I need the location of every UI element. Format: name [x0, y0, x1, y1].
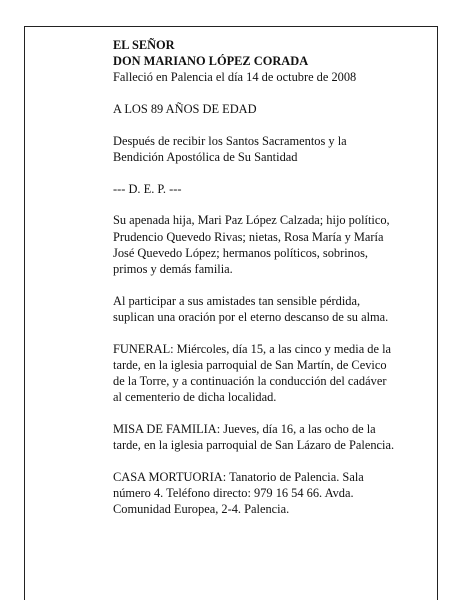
- funeral-line: FUNERAL: Miércoles, día 15, a las cinco y media de la: [113, 341, 392, 356]
- sacraments-line: Bendición Apostólica de Su Santidad: [113, 150, 298, 165]
- deceased-header: [113, 37, 433, 86]
- funeral-line: tarde, en la iglesia parroquial de San Martín, de Cevico: [113, 357, 387, 372]
- request-line: suplican una oración por el eterno descanso de su alma.: [113, 309, 389, 324]
- family-line: primos y demás familia.: [113, 262, 233, 277]
- funeral-home-line: Comunidad Europea, 2-4. Palencia.: [113, 502, 290, 517]
- family-mass-line: tarde, en la iglesia parroquial de San Lázaro de Palencia.: [113, 438, 395, 453]
- family-mass-paragraph: [113, 421, 433, 453]
- death-date-line: Falleció en Palencia el día 14 de octubre de 2008: [113, 70, 357, 85]
- funeral-home-line: CASA MORTUORIA: Tanatorio de Palencia. Sala: [113, 469, 364, 484]
- sacraments-paragraph: [113, 133, 433, 165]
- funeral-paragraph: [113, 341, 433, 406]
- title-line-1: EL SEÑOR: [113, 38, 175, 52]
- funeral-line: al cementerio de dicha localidad.: [113, 390, 277, 405]
- family-line: Prudencio Quevedo Rivas; nietas, Rosa María y María: [113, 229, 384, 244]
- sacraments-line: Después de recibir los Santos Sacramentos y la: [113, 133, 347, 148]
- obituary-notice: [113, 37, 433, 533]
- deceased-name: DON MARIANO LÓPEZ CORADA: [113, 54, 309, 69]
- request-paragraph: [113, 293, 433, 325]
- funeral-line: de la Torre, y a continuación la conducción del cadáver: [113, 374, 387, 389]
- family-mass-line: MISA DE FAMILIA: Jueves, día 16, a las ocho de la: [113, 421, 376, 436]
- family-paragraph: [113, 212, 433, 277]
- age-line: [113, 101, 433, 117]
- rip-text: --- D. E. P. ---: [113, 181, 182, 196]
- family-line: José Quevedo López; hermanos políticos, sobrinos,: [113, 245, 368, 260]
- family-line: Su apenada hija, Mari Paz López Calzada; hijo político,: [113, 213, 390, 228]
- age-text: A LOS 89 AÑOS DE EDAD: [113, 102, 257, 117]
- funeral-home-paragraph: [113, 469, 433, 518]
- rip-line: [113, 181, 433, 197]
- funeral-home-line: número 4. Teléfono directo: 979 16 54 66. Avda.: [113, 486, 354, 501]
- request-line: Al participar a sus amistades tan sensible pérdida,: [113, 293, 361, 308]
